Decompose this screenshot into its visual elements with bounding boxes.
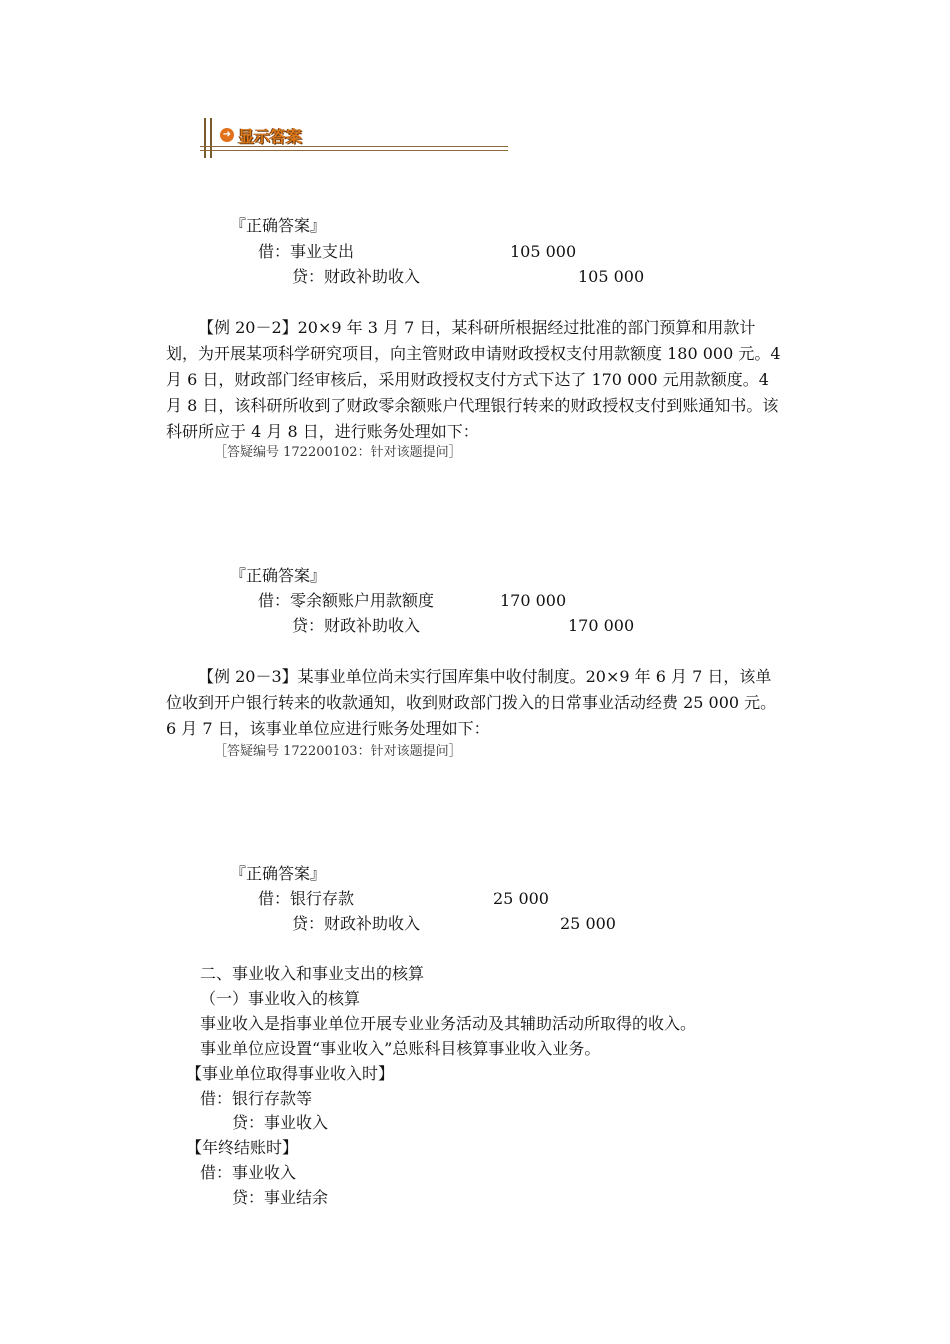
case-1-debit: 借：银行存款等 xyxy=(200,1089,313,1108)
section-2-title: 二、事业收入和事业支出的核算 xyxy=(200,964,425,983)
example-20-3-text: 【例 20－3】某事业单位尚未实行国库集中收付制度。20×9 年 6 月 7 日，该单位收到开户银行转来的收款通知，收到财政部门拨入的日常事业活动经费 25 000 元。6 月 7 日，该事业单位应进行账务处理如下： xyxy=(166,667,777,738)
case-2-debit: 借：事业收入 xyxy=(200,1163,297,1182)
entry2-credit-amount: 170 000 xyxy=(568,616,635,635)
show-answer-banner xyxy=(200,118,510,160)
entry2-debit-label: 借：零余额账户用款额度 xyxy=(258,591,435,610)
example-20-3-question-link[interactable]: ［答疑编号 172200103：针对该题提问］ xyxy=(214,744,462,759)
case-2-title: 【年终结账时】 xyxy=(186,1138,299,1157)
section-2-line-1: 事业收入是指事业单位开展专业业务活动及其辅助活动所取得的收入。 xyxy=(200,1014,697,1033)
show-answer-label: 显示答案 xyxy=(238,126,303,146)
case-2-credit: 贷：事业结余 xyxy=(232,1188,329,1207)
banner-left-bar xyxy=(204,118,206,158)
entry3-credit-label: 贷：财政补助收入 xyxy=(292,914,421,933)
show-answer-button[interactable] xyxy=(220,124,302,146)
entry2-debit-amount: 170 000 xyxy=(500,591,567,610)
entry3-debit-label: 借：银行存款 xyxy=(258,889,355,908)
case-1-title: 【事业单位取得事业收入时】 xyxy=(186,1064,395,1083)
answer-heading-1: 『正确答案』 xyxy=(230,216,327,235)
section-2-subtitle: （一）事业收入的核算 xyxy=(200,989,361,1008)
banner-rule-bottom xyxy=(200,150,508,151)
entry3-credit-amount: 25 000 xyxy=(560,914,616,933)
banner-left-bar-inner xyxy=(210,118,212,158)
section-2-line-2: 事业单位应设置“事业收入”总账科目核算事业收入业务。 xyxy=(200,1039,601,1058)
entry2-credit-label: 贷：财政补助收入 xyxy=(292,616,421,635)
entry1-credit-label: 贷：财政补助收入 xyxy=(292,267,421,286)
entry1-debit-label: 借：事业支出 xyxy=(258,242,355,261)
case-1-credit: 贷：事业收入 xyxy=(232,1113,329,1132)
entry3-debit-amount: 25 000 xyxy=(493,889,549,908)
entry1-credit-amount: 105 000 xyxy=(578,267,645,286)
answer-heading-3: 『正确答案』 xyxy=(230,864,327,883)
example-20-2-question-link[interactable]: ［答疑编号 172200102：针对该题提问］ xyxy=(214,445,462,460)
answer-heading-2: 『正确答案』 xyxy=(230,566,327,585)
arrow-right-icon: ➜ xyxy=(220,128,234,142)
example-20-2-text: 【例 20－2】20×9 年 3 月 7 日，某科研所根据经过批准的部门预算和用款计划，为开展某项科学研究项目，向主管财政申请财政授权支付用款额度 180 000 元。4 月 6 日，财政部门经审核后，采用财政授权支付方式下达了 170 000 元用款额度。4 月 8 日，该科研所收到了财政零余额账户代理银行转来的财政授权支付到账通知书。该科研所应于 4 月 8 日，进行账务处理如下： xyxy=(166,318,781,441)
entry1-debit-amount: 105 000 xyxy=(510,242,577,261)
